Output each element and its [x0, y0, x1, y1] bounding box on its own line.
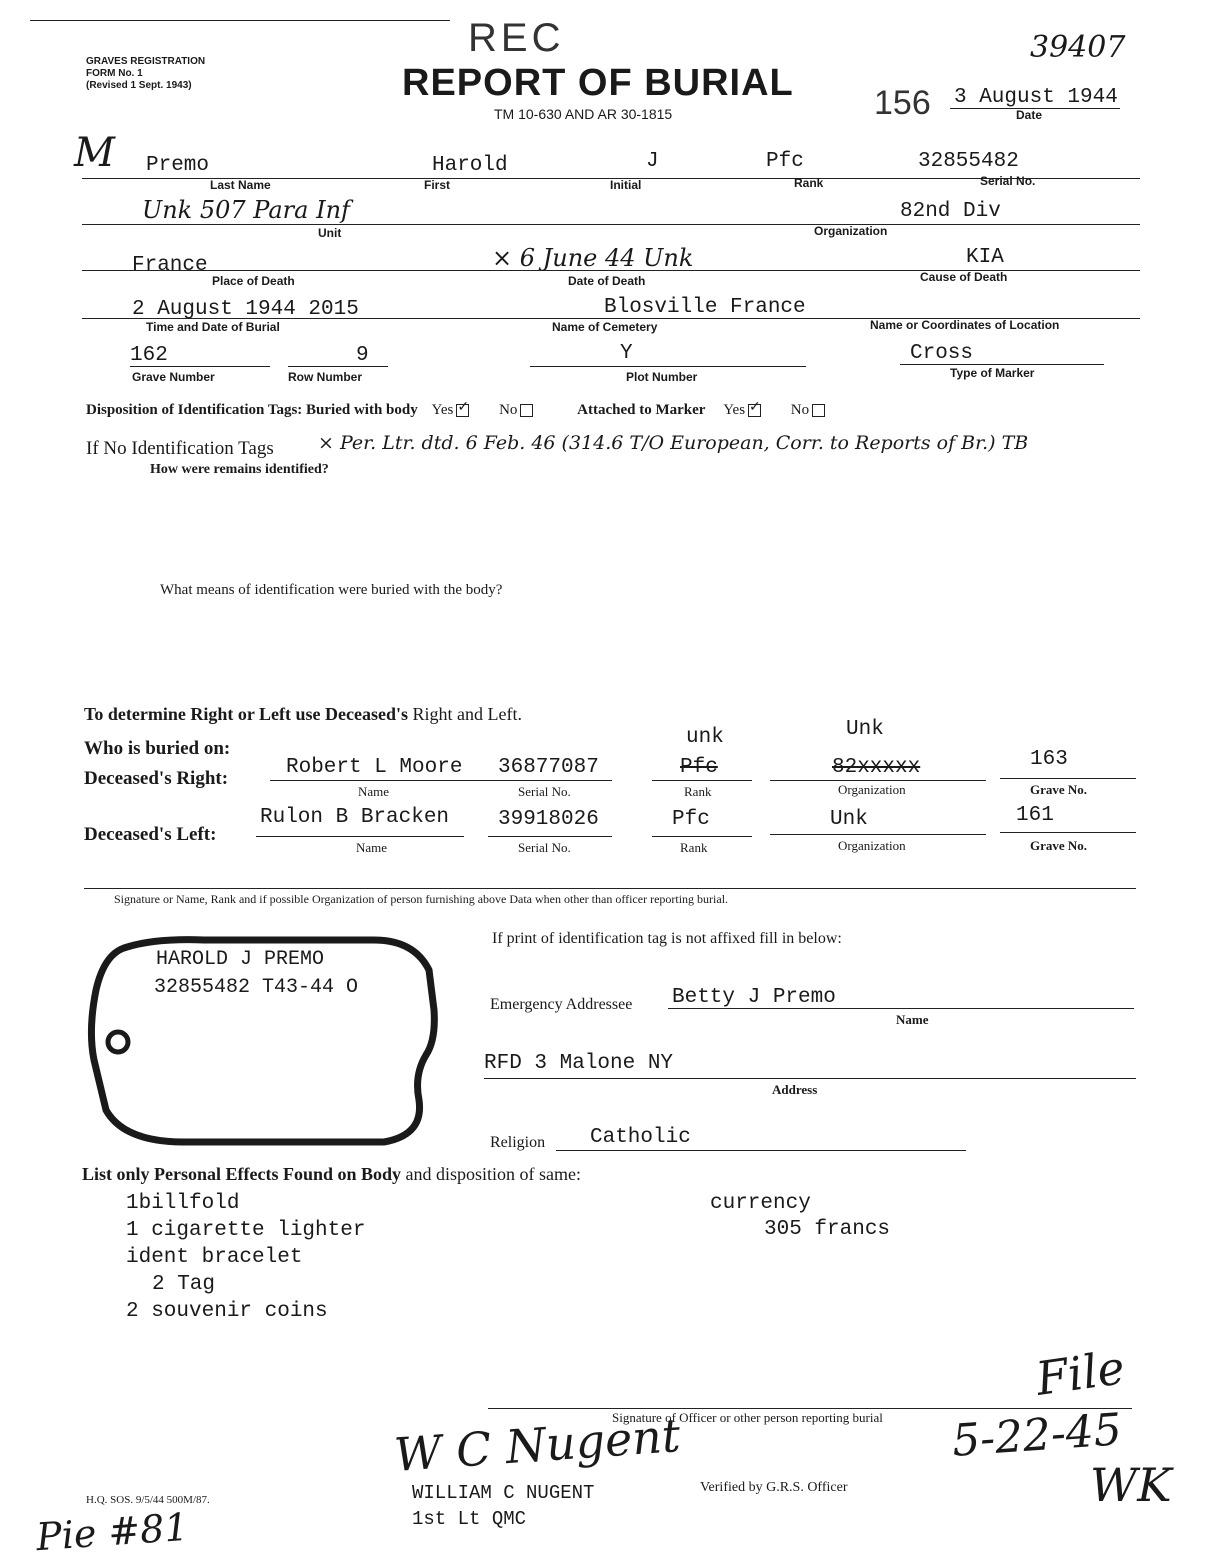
buried-no-checkbox[interactable]	[520, 404, 533, 417]
form-header	[0, 0, 1224, 130]
organization-value: 82nd Div	[900, 200, 1001, 223]
rank-label: Rank	[794, 176, 824, 190]
location-label: Name or Coordinates of Location	[870, 318, 1060, 332]
serial-label: Serial No.	[980, 174, 1036, 188]
right-col-grave: Grave No.	[1030, 782, 1088, 797]
effects-heading-bold: List only Personal Effects Found on Body	[82, 1164, 402, 1184]
buried-yes-checkbox[interactable]	[456, 404, 469, 417]
effects-heading-rest: and disposition of same:	[405, 1164, 582, 1184]
grave-number-label: Grave Number	[132, 370, 215, 384]
how-identified-label: How were remains identified?	[150, 462, 329, 477]
unit-label: Unit	[318, 226, 342, 240]
right-col-name: Name	[358, 784, 390, 799]
right-neighbor-rank-note: unk	[686, 726, 724, 749]
date-of-death-label: Date of Death	[568, 274, 646, 288]
left-col-serial: Serial No.	[518, 840, 571, 855]
effect-currency-label: currency	[710, 1192, 811, 1215]
effects-left-list	[126, 1190, 365, 1325]
initials-note: WK	[1090, 1458, 1172, 1512]
form-info	[86, 56, 205, 92]
date-label: Date	[1016, 108, 1043, 122]
emergency-intro: If print of identification tag is not affixed fill in below:	[492, 930, 842, 947]
left-col-name: Name	[356, 840, 388, 855]
emergency-addressee-value: Betty J Premo	[672, 986, 836, 1009]
left-col-rank: Rank	[680, 840, 708, 855]
officer-rank: 1st Lt QMC	[412, 1508, 527, 1530]
grave-number-value: 162	[130, 344, 168, 367]
stamp-number: 156	[874, 84, 931, 122]
effects-heading	[82, 1164, 581, 1185]
right-left-heading-bold: To determine Right or Left use Deceased's	[84, 704, 408, 724]
dog-tag-imprint	[84, 930, 444, 1152]
form-subtitle: TM 10-630 AND AR 30-1815	[494, 106, 673, 122]
form-info-line: GRAVES REGISTRATION	[86, 56, 206, 67]
emergency-address-value: RFD 3 Malone NY	[484, 1052, 674, 1075]
cemetery-label: Name of Cemetery	[552, 320, 658, 334]
right-neighbor-rank-struck: Pfc	[680, 756, 718, 779]
last-name-label: Last Name	[210, 178, 271, 192]
first-name-value: Harold	[432, 154, 508, 177]
right-neighbor-name: Robert L Moore	[286, 756, 463, 779]
right-neighbor-serial: 36877087	[498, 756, 599, 779]
row-number-value: 9	[356, 344, 369, 367]
form-info-line: (Revised 1 Sept. 1943)	[86, 80, 192, 91]
top-rule	[30, 20, 450, 21]
last-name-value: Premo	[146, 154, 210, 177]
left-col-grave: Grave No.	[1030, 838, 1088, 853]
attached-yes-label: Yes	[723, 402, 746, 418]
plot-number-value: Y	[620, 342, 633, 365]
organization-label: Organization	[814, 224, 888, 238]
buried-yes-label: Yes	[431, 402, 454, 418]
religion-label: Religion	[490, 1134, 546, 1151]
right-col-serial: Serial No.	[518, 784, 571, 799]
date-note: 5-22-45	[950, 1404, 1124, 1467]
emergency-addressee-label: Emergency Addressee	[490, 996, 633, 1013]
left-neighbor-org: Unk	[830, 808, 868, 831]
left-neighbor-name: Rulon B Bracken	[260, 806, 450, 829]
effect-item: 2 souvenir coins	[126, 1300, 328, 1323]
right-left-heading	[84, 704, 522, 725]
marker-value: Cross	[910, 342, 974, 365]
first-name-label: First	[424, 178, 451, 192]
attached-label: Attached to Marker	[577, 402, 706, 418]
officer-name: WILLIAM C NUGENT	[412, 1482, 595, 1504]
effect-item: ident bracelet	[126, 1246, 303, 1269]
burial-time-date-value: 2 August 1944 2015	[132, 298, 359, 321]
left-neighbor-rank: Pfc	[672, 808, 710, 831]
right-neighbor-org-note: Unk	[846, 718, 884, 741]
religion-value: Catholic	[590, 1126, 691, 1149]
deceased-left-label: Deceased's Left:	[84, 824, 217, 845]
received-stamp: REC	[468, 16, 565, 60]
if-no-tags-label: If No Identification Tags	[86, 438, 274, 459]
unit-value: Unk 507 Para Inf	[142, 196, 350, 224]
right-col-org: Organization	[838, 782, 906, 797]
serial-value: 32855482	[918, 150, 1019, 173]
buried-no-label: No	[499, 402, 518, 418]
rank-value: Pfc	[766, 150, 804, 173]
dog-tag-line2: 32855482 T43-44 O	[154, 976, 359, 999]
left-neighbor-serial: 39918026	[498, 808, 599, 831]
place-of-death-label: Place of Death	[212, 274, 295, 288]
form-title: REPORT OF BURIAL	[402, 62, 794, 104]
who-buried-label: Who is buried on:	[84, 738, 231, 759]
attached-no-checkbox[interactable]	[812, 404, 825, 417]
right-neighbor-org-struck: 82xxxxx	[832, 756, 921, 779]
emergency-address-label: Address	[772, 1082, 818, 1097]
initial-value: J	[646, 150, 659, 173]
bottom-note: Pie #81	[34, 1504, 190, 1559]
right-col-rank: Rank	[684, 784, 712, 799]
right-left-heading-rest: Right and Left.	[412, 704, 522, 724]
print-info: H.Q. SOS. 9/5/44 500M/87.	[86, 1494, 210, 1506]
document-number: 39407	[1030, 30, 1126, 65]
marker-label: Type of Marker	[950, 366, 1035, 380]
disposition-row	[86, 402, 825, 419]
cemetery-value: Blosville France	[604, 296, 806, 319]
left-neighbor-grave: 161	[1016, 804, 1054, 827]
emergency-name-label: Name	[896, 1012, 929, 1027]
cause-of-death-value: KIA	[966, 246, 1004, 269]
effect-item: 1 cigarette lighter	[126, 1219, 366, 1242]
officer-signature: W C Nugent	[392, 1408, 682, 1482]
identification-note: × Per. Ltr. dtd. 6 Feb. 46 (314.6 T/O European, Corr. to Reports of Br.) TB	[318, 432, 1029, 454]
initial-label: Initial	[610, 178, 642, 192]
attached-no-label: No	[790, 402, 810, 418]
effect-currency-amount: 305 francs	[764, 1218, 891, 1241]
report-date: 3 August 1944	[954, 86, 1118, 109]
cause-of-death-label: Cause of Death	[920, 270, 1008, 284]
burial-time-date-label: Time and Date of Burial	[146, 320, 280, 334]
dog-tag-line1: HAROLD J PREMO	[156, 948, 325, 971]
effect-item: 2 Tag	[152, 1273, 216, 1296]
file-note: File	[1032, 1340, 1128, 1406]
officer-signature-label: Signature of Officer or other person reporting burial	[612, 1410, 883, 1425]
date-of-death-value: × 6 June 44 Unk	[492, 244, 694, 272]
attached-yes-checkbox[interactable]	[748, 404, 761, 417]
disposition-label: Disposition of Identification Tags: Buried with body	[86, 402, 418, 418]
signature-note: Signature or Name, Rank and if possible Organization of person furnishing above Data when other than officer reporting burial.	[114, 892, 729, 906]
means-buried-label: What means of identification were buried with the body?	[160, 582, 503, 598]
right-neighbor-grave: 163	[1030, 748, 1068, 771]
effect-item: 1billfold	[126, 1192, 240, 1215]
row-number-label: Row Number	[288, 370, 363, 384]
place-of-death-value: France	[132, 254, 208, 277]
plot-number-label: Plot Number	[626, 370, 698, 384]
left-col-org: Organization	[838, 838, 906, 853]
verified-label: Verified by G.R.S. Officer	[700, 1480, 848, 1495]
margin-note: M	[74, 130, 115, 176]
form-info-line: FORM No. 1	[86, 68, 143, 79]
deceased-right-label: Deceased's Right:	[84, 768, 229, 789]
